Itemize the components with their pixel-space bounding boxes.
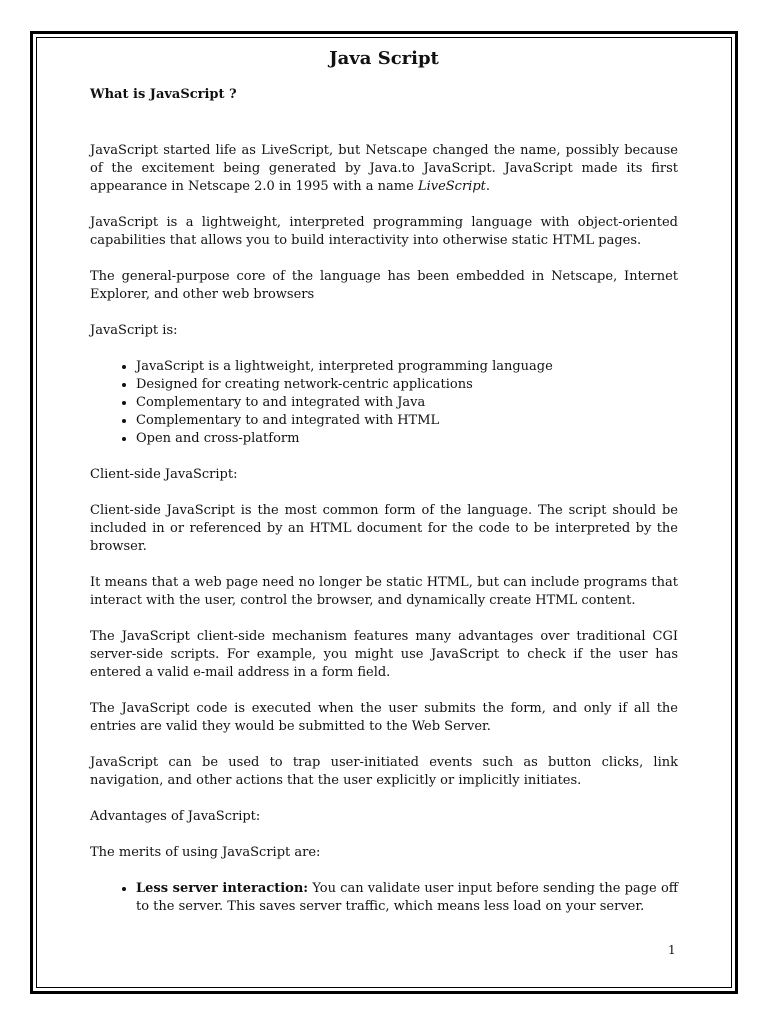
paragraph-history [90,142,678,196]
list-item: • Complementary to and integrated with Java [136,394,678,412]
paragraph-history-end: . [485,179,491,194]
paragraph-events: JavaScript can be used to trap user-initiated events such as button clicks, link navigation, and other actions that the user explicitly or implicitly initiates. [90,755,678,788]
merit-text: You can validate user input before sending the page off to the server. This saves server traffic, which means less load on your server. [136,881,679,914]
list-item: • Designed for creating network-centric applications [136,376,678,394]
javascript-is-intro: JavaScript is: [90,323,178,338]
merits-list [90,880,678,916]
document-title: Java Script [329,48,439,69]
paragraph-execution: The JavaScript code is executed when the user submits the form, and only if all the entries are valid they would be submitted to the Web Server. [90,701,678,734]
advantages-heading: Advantages of JavaScript: [90,809,261,824]
list-item: • Open and cross-platform [136,430,678,448]
javascript-is-list [90,358,678,448]
paragraph-lightweight: JavaScript is a lightweight, interpreted programming language with object-oriented capabilities that allows you to build interactivity into otherwise static HTML pages. [90,215,678,248]
paragraph-core: The general-purpose core of the language has been embedded in Netscape, Internet Explorer, and other web browsers [90,269,678,302]
list-item [136,880,678,916]
paragraph-web-page: It means that a web page need no longer be static HTML, but can include programs that interact with the user, control the browser, and dynamically create HTML content. [90,575,678,608]
paragraph-client-side: Client-side JavaScript is the most common form of the language. The script should be included in or referenced by an HTML document for the code to be interpreted by the browser. [90,503,678,554]
livescript-italic: LiveScript [417,179,486,194]
list-item: • Complementary to and integrated with HTML [136,412,678,430]
page-number: 1 [668,943,676,957]
section-heading: What is JavaScript ? [90,87,237,102]
merits-intro: The merits of using JavaScript are: [90,845,321,860]
client-side-heading: Client-side JavaScript: [90,467,238,482]
document-body [90,46,678,934]
merit-title: Less server interaction: [136,881,309,896]
list-item: • JavaScript is a lightweight, interpreted programming language [136,358,678,376]
paragraph-mechanism: The JavaScript client-side mechanism features many advantages over traditional CGI server-side scripts. For example, you might use JavaScript to check if the user has entered a valid e-mail address in a form field. [90,629,678,680]
paragraph-history-text: JavaScript started life as LiveScript, but Netscape changed the name, possibly because of the excitement being generated by Java.to JavaScript. JavaScript made its first appearance in Netscape 2.0 in 1995 with a name [90,143,678,194]
